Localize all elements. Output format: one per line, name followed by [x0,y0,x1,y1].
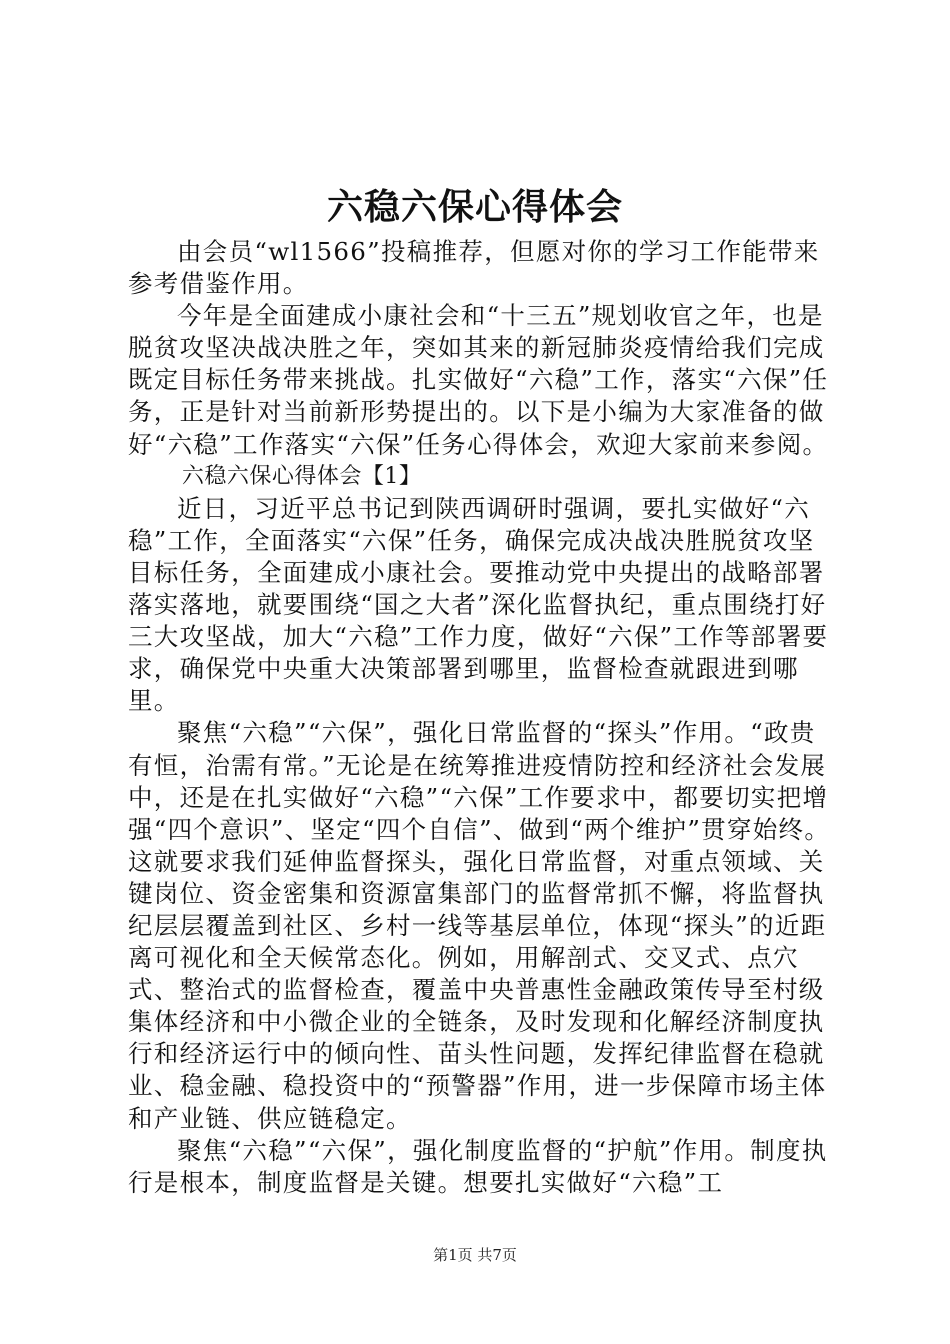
intro-paragraph: 由会员“wl1566”投稿推荐，但愿对你的学习工作能带来参考借鉴作用。 [128,237,820,299]
document-body [128,236,834,1199]
body-paragraph: 聚焦“六稳”“六保”，强化制度监督的“护航”作用。制度执行是根本，制度监督是关键。想要扎实做好“六稳”工 [128,1135,828,1197]
section-heading: 六稳六保心得体会【1】 [181,463,422,489]
body-paragraph: 近日，习近平总书记到陕西调研时强调，要扎实做好“六稳”工作，全面落实“六保”任务，确保完成决战决胜脱贫攻坚目标任务，全面建成小康社会。要推动党中央提出的战略部署落实落地，就要围绕“国之大者”深化监督执纪，重点围绕打好三大攻坚战，加大“六稳”工作力度，做好“六保”工作等部署要求，确保党中央重大决策部署到哪里，监督检查就跟进到哪里。 [128,493,829,716]
page-footer: 第1页 共7页 [433,1246,517,1264]
body-paragraph: 聚焦“六稳”“六保”，强化日常监督的“探头”作用。“政贵有恒，治需有常。”无论是在统筹推进疫情防控和经济社会发展中，还是在扎实做好“六稳”“六保”工作要求中，都要切实把增强“四个意识”、坚定“四个自信”、做到“两个维护”贯穿始终。这就要求我们延伸监督探头，强化日常监督，对重点领域、关键岗位、资金密集和资源富集部门的监督常抓不懈，将监督执纪层层覆盖到社区、乡村一线等基层单位，体现“探头”的近距离可视化和全天候常态化。例如，用解剖式、交叉式、点穴式、整治式的监督检查，覆盖中央普惠性金融政策传导至村级集体经济和中小微企业的全链条，及时发现和化解经济制度执行和经济运行中的倾向性、苗头性问题，发挥纪律监督在稳就业、稳金融、稳投资中的“预警器”作用，进一步保障市场主体和产业链、供应链稳定。 [128,718,831,1133]
document-title: 六稳六保心得体会 [326,186,623,228]
preface-paragraph: 今年是全面建成小康社会和“十三五”规划收官之年，也是脱贫攻坚决战决胜之年，突如其来的新冠肺炎疫情给我们完成既定目标任务带来挑战。扎实做好“六稳”工作，落实“六保”任务，正是针对当前新形势提出的。以下是小编为大家准备的做好“六稳”工作落实“六保”任务心得体会，欢迎大家前来参阅。 [128,301,829,459]
